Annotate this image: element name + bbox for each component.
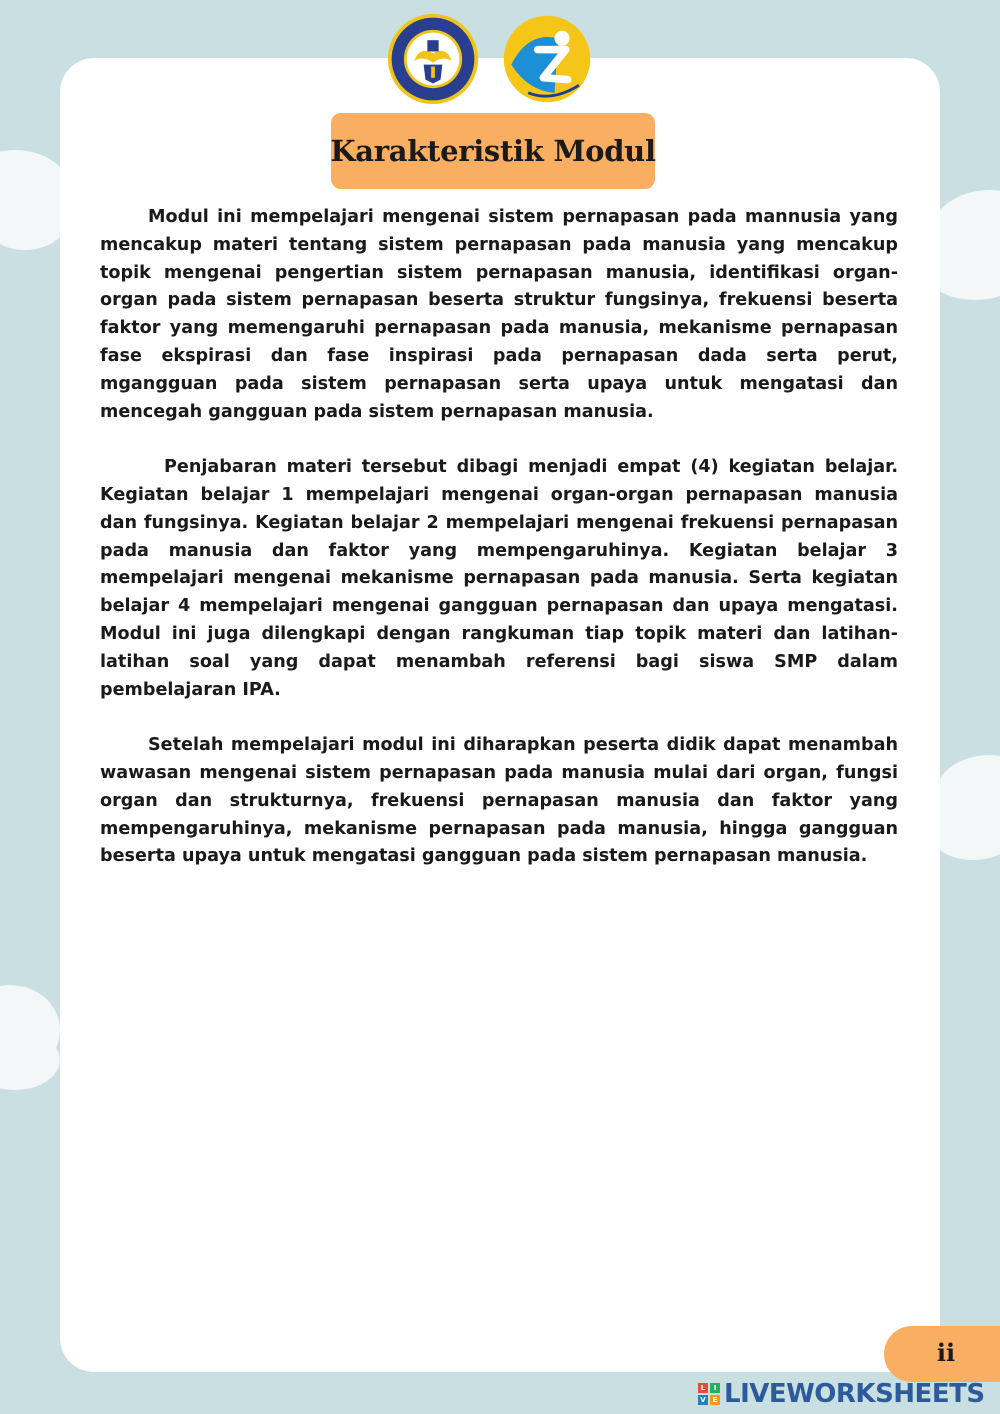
uny-seal-icon [386, 12, 480, 106]
paragraph-overview: Modul ini mempelajari mengenai sistem pernapasan pada mannusia yang mencakup materi tentang sistem pernapasan pada manusia yang mencakup topik mengenai pengertian sistem pernapasan manusia, identifikasi organ-organ pada sistem pernapasan beserta struktur fungsinya, frekuensi beserta faktor yang memengaruhi pernapasan pada manusia, mekanisme pernapasan fase ekspirasi dan fase inspirasi pada pernapasan dada serta perut, mgangguan pada sistem pernapasan serta upaya untuk mengatasi dan mencegah gangguan pada sistem pernapasan manusia. [100, 207, 898, 422]
paragraph-expected-outcome: Setelah mempelajari modul ini diharapkan peserta didik dapat menambah wawasan mengenai sistem pernapasan pada manusia mulai dari organ, fungsi organ dan strukturnya, frekuensi pernapasan manusia dan faktor yang mempengaruhinya, mekanisme pernapasan pada manusia, hingga gangguan beserta upaya untuk mengatasi gangguan pada sistem pernapasan manusia. [100, 735, 898, 867]
watermark-text: LIVEWORKSHEETS [724, 1379, 985, 1409]
title-banner [331, 113, 655, 189]
module-description [100, 204, 898, 899]
paragraph-learning-activities: Penjabaran materi tersebut dibagi menjadi empat (4) kegiatan belajar. Kegiatan belajar 1 mempelajari mengenai organ-organ pernapasan manusia dan fungsinya. Kegiatan belajar 2 mempelajari mengenai frekuensi pernapasan pada manusia dan faktor yang mempengaruhinya. Kegiatan belajar 3 mempelajari mengenai mekanisme pernapasan pada manusia. Serta kegiatan belajar 4 mempelajari mengenai gangguan pernapasan dan upaya mengatasi. Modul ini juga dilengkapi dengan rangkuman tiap topik materi dan latihan-latihan soal yang dapat menambah referensi bagi siswa SMP dalam pembelajaran IPA. [100, 457, 898, 700]
liveworksheets-logo-icon: L I V E [698, 1383, 720, 1405]
page-title: Karakteristik Modul [330, 134, 656, 168]
kurikulum-2013-logo-icon [500, 12, 594, 106]
liveworksheets-watermark [698, 1378, 985, 1410]
page-number: ii [936, 1338, 956, 1367]
